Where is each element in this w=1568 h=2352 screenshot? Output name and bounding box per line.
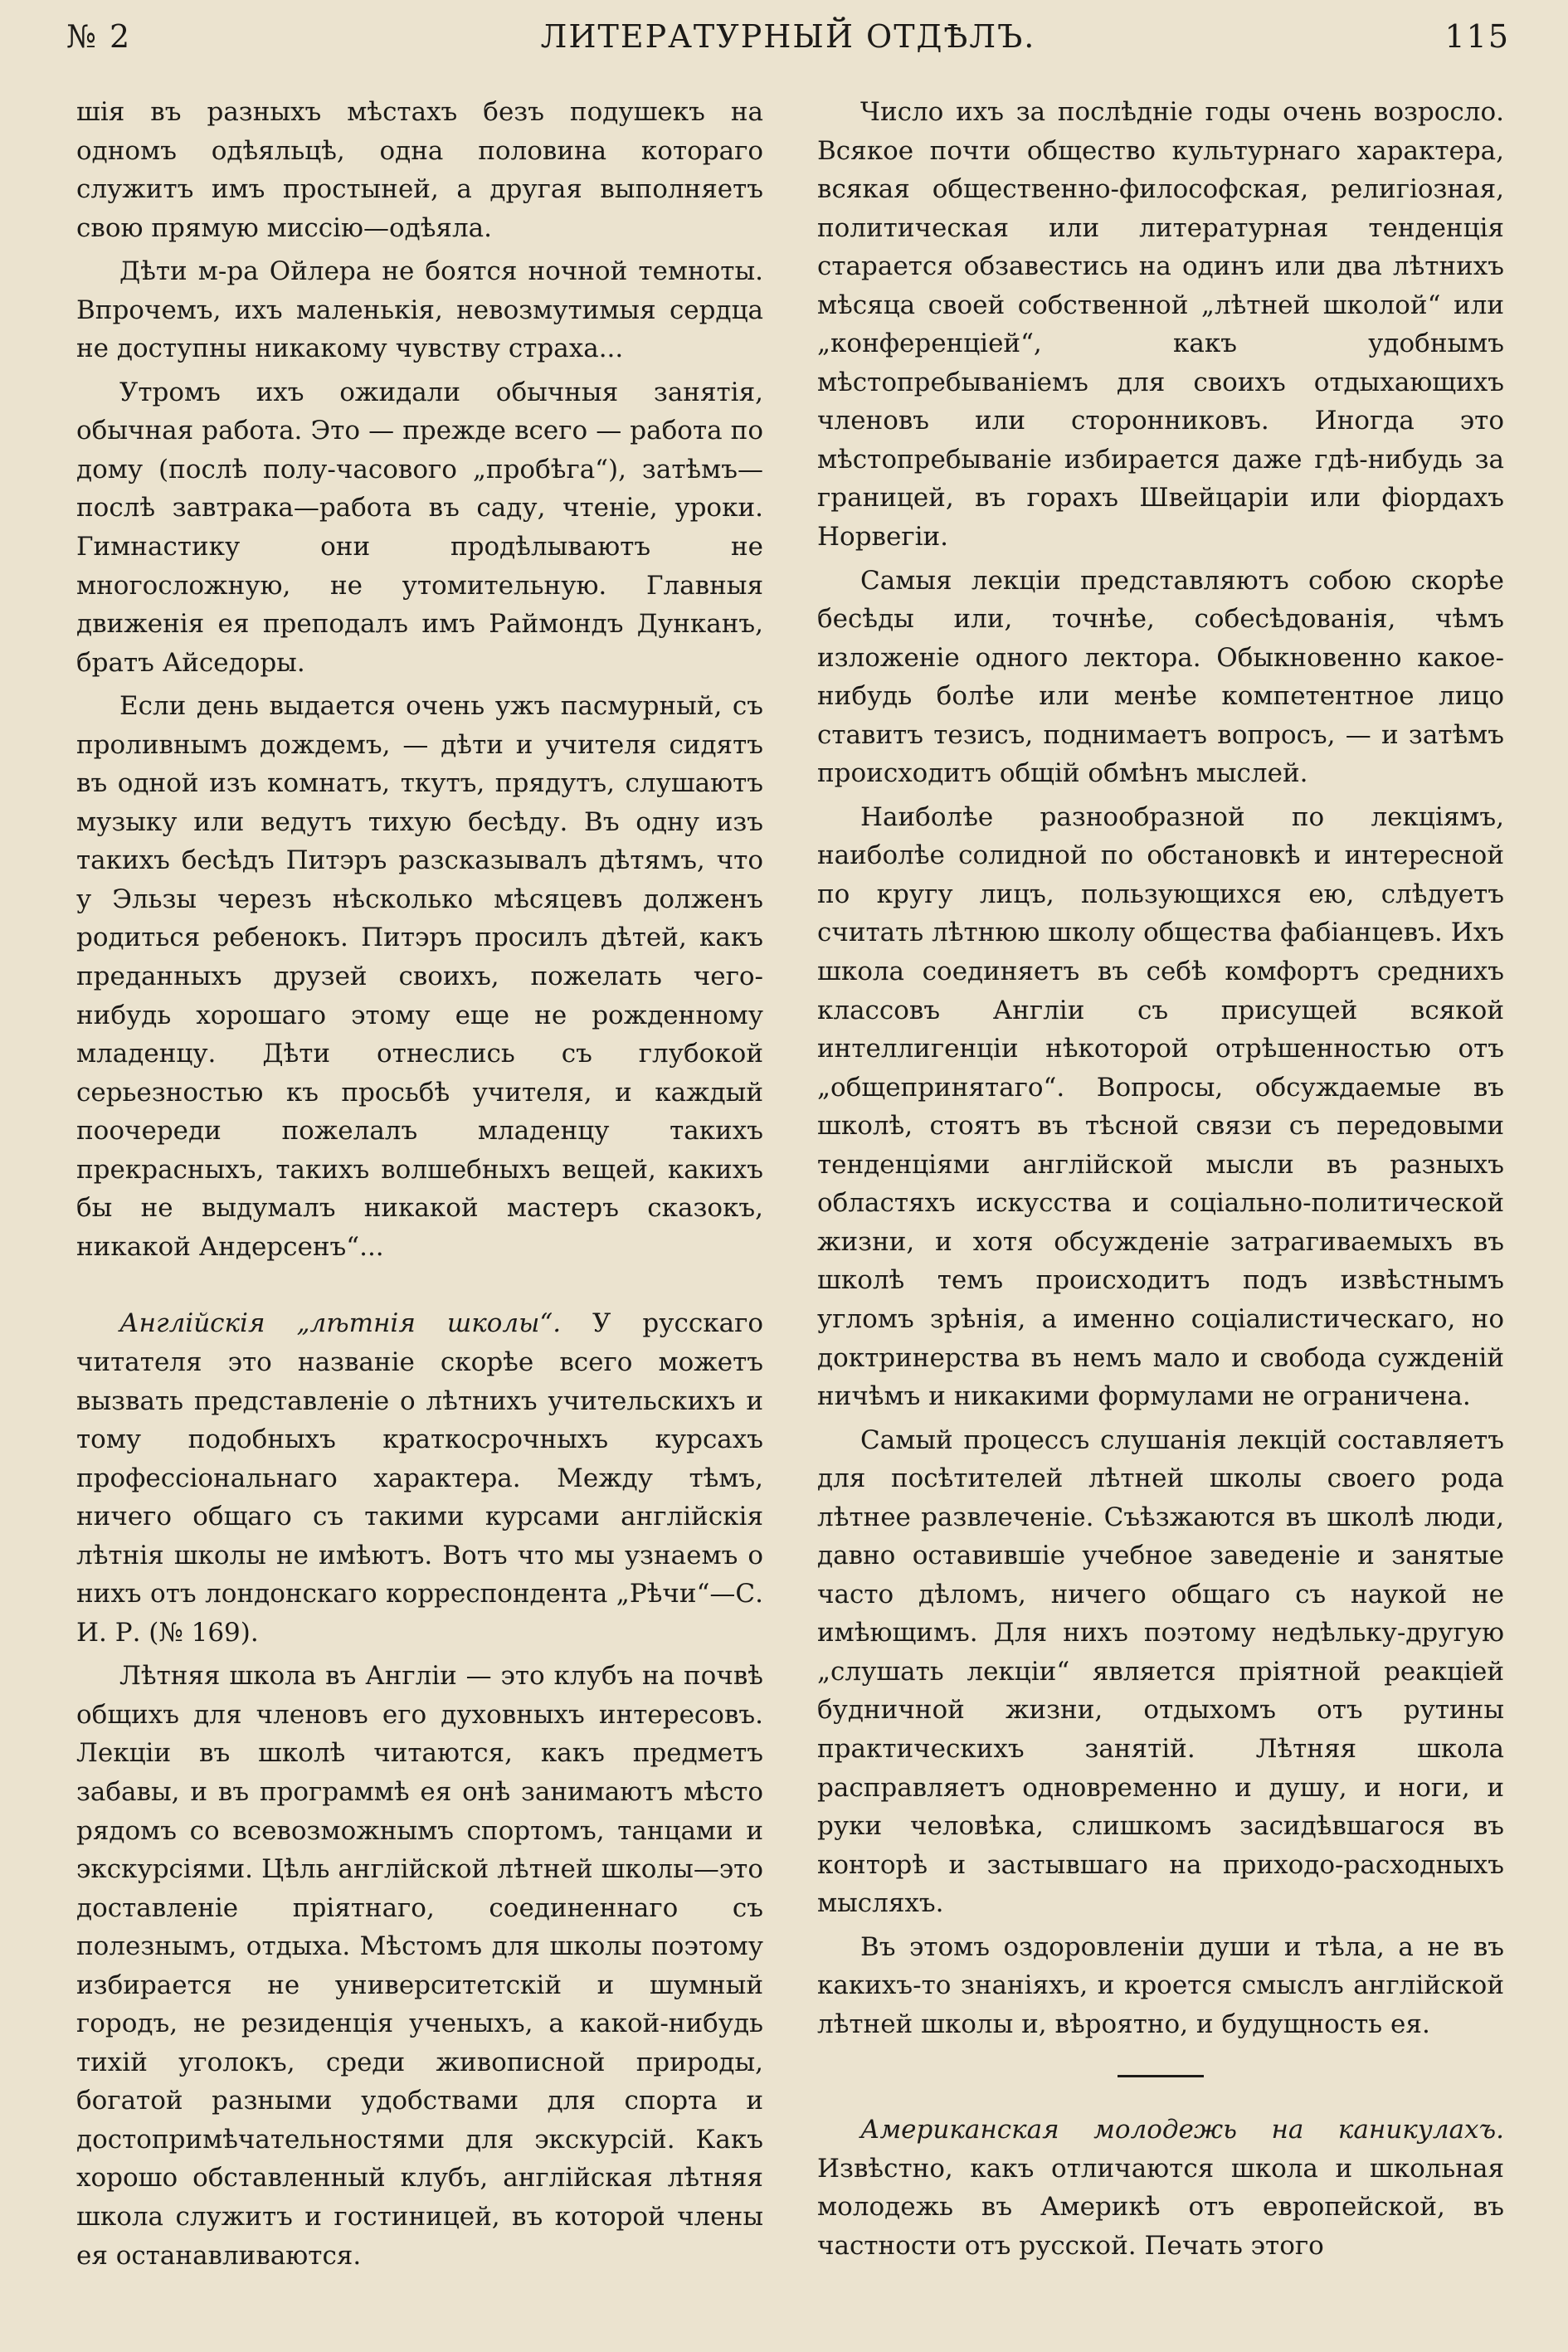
paragraph: Число ихъ за послѣдніе годы очень возросло. Всякое почти общество культурнаго характера, всякая общественно-философская, религіозная, политическая или литературная тенденція старается обзавестись на одинъ или два лѣтнихъ мѣсяца своей собственной „лѣтней школой“ или „конференціей“, какъ удобнымъ мѣстопребываніемъ для своихъ отдыхающихъ членовъ или сторонниковъ. Иногда это мѣстопребываніе избирается даже гдѣ-нибудь за границей, въ горахъ Швейцаріи или фіордахъ Норвегіи.: [817, 97, 1504, 553]
article-paragraph: [76, 1304, 763, 1652]
section-divider: [1118, 2075, 1204, 2077]
paragraph: шія въ разныхъ мѣстахъ безъ подушекъ на одномъ одѣяльцѣ, одна половина котораго служитъ имъ простыней, а другая выполняетъ свою прямую миссію—одѣяла.: [76, 97, 763, 243]
paragraph: Лѣтняя школа въ Англіи — это клубъ на почвѣ общихъ для членовъ его духовныхъ интересовъ. Лекціи въ школѣ читаются, какъ предметъ забавы, и въ программѣ ея онѣ занимаютъ мѣсто рядомъ со всевозможнымъ спортомъ, танцами и экскурсіями. Цѣль англійской лѣтней школы—это доставленіе пріятнаго, соединеннаго съ полезнымъ, отдыха. Мѣстомъ для школы поэтому избирается не университетскій и шумный городъ, не резиденція ученыхъ, а какой-нибудь тихій уголокъ, среди живописной природы, богатой разными удобствами для спорта и достопримѣчательностями для экскурсій. Какъ хорошо обставленный клубъ, англійская лѣтняя школа служитъ и гостиницей, въ которой члены ея останавливаются.: [76, 1661, 763, 2271]
section-title: ЛИТЕРАТУРНЫЙ ОТДѢЛЪ.: [540, 18, 1036, 55]
paragraph: Самый процессъ слушанія лекцій составляетъ для посѣтителей лѣтней школы своего рода лѣтнее развлеченіе. Съѣзжаются въ школѣ люди, давно оставившіе учебное заведеніе и занятые часто дѣломъ, ничего общаго съ наукой не имѣющимъ. Для нихъ поэтому недѣльку-другую „слушать лекціи“ является пріятной реакціей будничной жизни, отдыхомъ отъ рутины практическихъ занятій. Лѣтняя школа расправляетъ одновременно и душу, и ноги, и руки человѣка, слишкомъ засидѣвшагося въ конторѣ и застывшаго на приходо-расходныхъ мысляхъ.: [817, 1424, 1504, 1919]
paragraph: Въ этомъ оздоровленіи души и тѣла, а не въ какихъ-то знаніяхъ, и кроется смыслъ англійской лѣтней школы и, вѣроятно, и будущность ея.: [817, 1931, 1504, 2039]
page-header: [66, 18, 1510, 68]
paragraph: Дѣти м-ра Ойлера не боятся ночной темноты. Впрочемъ, ихъ маленькія, невозмутимыя сердца не доступны никакому чувству страха...: [76, 256, 763, 364]
left-column: [76, 93, 763, 2275]
article-paragraph: [817, 2111, 1504, 2265]
article-title-english-summer-schools: Англійскія „лѣтнія школы“.: [119, 1308, 562, 1339]
paragraph: Самыя лекціи представляютъ собою скорѣе бесѣды или, точнѣе, собесѣдованія, чѣмъ изложеніе одного лектора. Обыкновенно какое-нибудь болѣе или менѣе компетентное лицо ставитъ тезисъ, поднимаетъ вопросъ, — и затѣмъ происходитъ общій обмѣнъ мыслей.: [817, 565, 1504, 789]
page-number: 115: [1444, 18, 1510, 55]
issue-number: № 2: [66, 18, 132, 55]
right-column: [817, 93, 1504, 2266]
paragraph: Утромъ ихъ ожидали обычныя занятія, обычная работа. Это — прежде всего — работа по дому (послѣ полу-часового „пробѣга“), затѣмъ—послѣ завтрака—работа въ саду, чтеніе, уроки. Гимнастику они продѣлываютъ не многосложную, не утомительную. Главныя движенія ея преподалъ имъ Раймондъ Дунканъ, братъ Айседоры.: [76, 377, 763, 678]
paragraph: Если день выдается очень ужъ пасмурный, съ проливнымъ дождемъ, — дѣти и учителя сидятъ въ одной изъ комнатъ, ткутъ, прядутъ, слушаютъ музыку или ведутъ тихую бесѣду. Въ одну изъ такихъ бесѣдъ Питэръ разсказывалъ дѣтямъ, что у Эльзы черезъ нѣсколько мѣсяцевъ долженъ родиться ребенокъ. Питэръ просилъ дѣтей, какъ преданныхъ друзей своихъ, пожелать чего-нибудь хорошаго этому еще не рожденному младенцу. Дѣти отнеслись съ глубокой серьезностью къ просьбѣ учителя, и каждый поочереди пожелалъ младенцу такихъ прекрасныхъ, такихъ волшебныхъ вещей, какихъ бы не выдумалъ никакой мастеръ сказокъ, никакой Андерсенъ“...: [76, 691, 763, 1262]
paragraph: Наиболѣе разнообразной по лекціямъ, наиболѣе солидной по обстановкѣ и интересной по кругу лицъ, пользующихся ею, слѣдуетъ считать лѣтнюю школу общества фабіанцевъ. Ихъ школа соединяетъ въ себѣ комфортъ среднихъ классовъ Англіи съ присущей всякой интеллигенціи нѣкоторой отрѣшенностью отъ „общепринятаго“. Вопросы, обсуждаемые въ школѣ, стоятъ въ тѣсной связи съ передовыми тенденціями англійской мысли въ разныхъ областяхъ искусства и соціально-политической жизни, и хотя обсужденіе затрагиваемыхъ въ школѣ темъ происходитъ подъ извѣстнымъ угломъ зрѣнія, а именно соціалистическаго, но доктринерства въ немъ мало и свобода сужденій ничѣмъ и никакими формулами не ограничена.: [817, 801, 1504, 1412]
article-title-american-youth: Американская молодежь на каникулахъ.: [860, 2115, 1504, 2145]
paragraph-text: У русскаго читателя это названіе скорѣе всего можетъ вызвать представленіе о лѣтнихъ учительскихъ и тому подобныхъ краткосрочныхъ курсахъ профессіональнаго характера. Между тѣмъ, ничего общаго съ такими курсами англійскія лѣтнія школы не имѣютъ. Вотъ что мы узнаемъ о нихъ отъ лондонскаго корреспондента „Рѣчи“—С. И. Р. (№ 169).: [76, 1308, 763, 1648]
paragraph-text: Извѣстно, какъ отличаются школа и школьная молодежь въ Америкѣ отъ европейской, въ частности отъ русской. Печать этого: [817, 2153, 1504, 2261]
